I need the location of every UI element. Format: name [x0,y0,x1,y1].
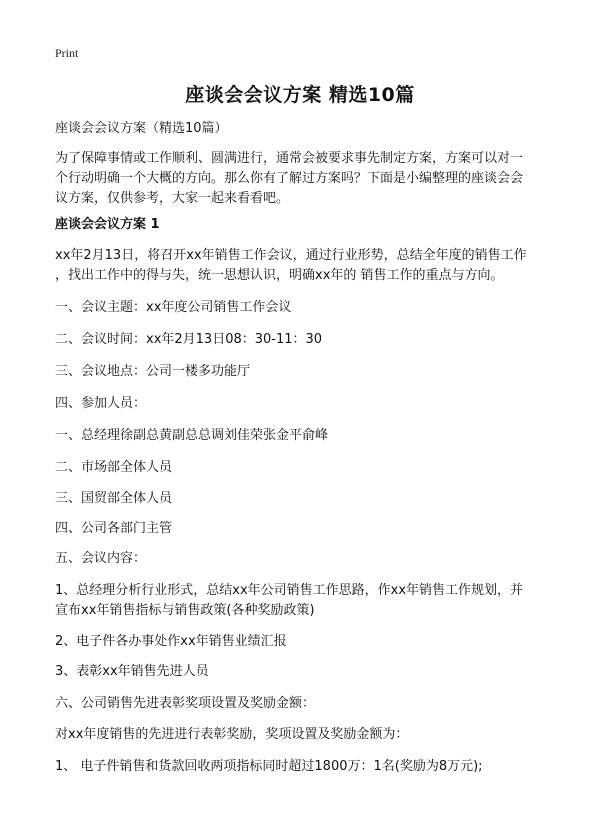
print-label[interactable]: Print [55,46,79,60]
list-item: 四、参加人员： [55,396,147,411]
page-title: 座谈会会议方案 精选10篇 [185,84,415,106]
intro-line-1: 为了保障事情或工作顺利、圆满进行，通常会被要求事先制定方案，方案可以对一 [55,151,524,166]
content-line-1: 1、总经理分析行业形式，总结xx年公司销售工作思路，作xx年销售工作规划，并 [55,583,524,598]
para1-line-1: xx年2月13日，将召开xx年销售工作会议，通过行业形势，总结全年度的销售工作 [55,248,527,263]
list-item: 二、会议时间：xx年2月13日08：30-11：30 [55,332,323,347]
list-item: 五、会议内容： [55,551,147,566]
section-heading: 座谈会会议方案 1 [55,217,160,232]
para1-line-2: ，找出工作中的得与失，统一思想认识，明确xx年的 销售工作的重点与方向。 [55,268,504,283]
intro-line-3: 议方案，仅供参考，大家一起来看看吧。 [55,191,290,206]
list-item: 二、市场部全体人员 [55,460,173,475]
list-item: 1、 电子件销售和货款回收两项指标同时超过1800万：1名(奖励为8万元); [55,759,483,774]
list-item: 三、会议地点：公司一楼多功能厅 [55,364,251,379]
content-line-2: 宣布xx年销售指标与销售政策(各种奖励政策) [55,603,315,618]
list-item: 2、电子件各办事处作xx年销售业绩汇报 [55,634,287,649]
list-item: 三、国贸部全体人员 [55,491,173,506]
list-item: 六、公司销售先进表彰奖项设置及奖励金额： [55,696,316,711]
list-item: 一、总经理徐副总黄副总总调刘佳荣张金平俞峰 [55,428,329,443]
subtitle: 座谈会会议方案（精选10篇） [55,121,228,136]
intro-line-2: 个行动明确一个大概的方向。那么你有了解过方案吗？下面是小编整理的座谈会会 [55,171,524,186]
list-item: 一、会议主题：xx年度公司销售工作会议 [55,300,292,315]
list-item: 对xx年度销售的先进进行表彰奖励，奖项设置及奖励金额为： [55,727,409,742]
list-item: 3、表彰xx年销售先进人员 [55,664,209,679]
list-item: 四、公司各部门主管 [55,521,173,536]
